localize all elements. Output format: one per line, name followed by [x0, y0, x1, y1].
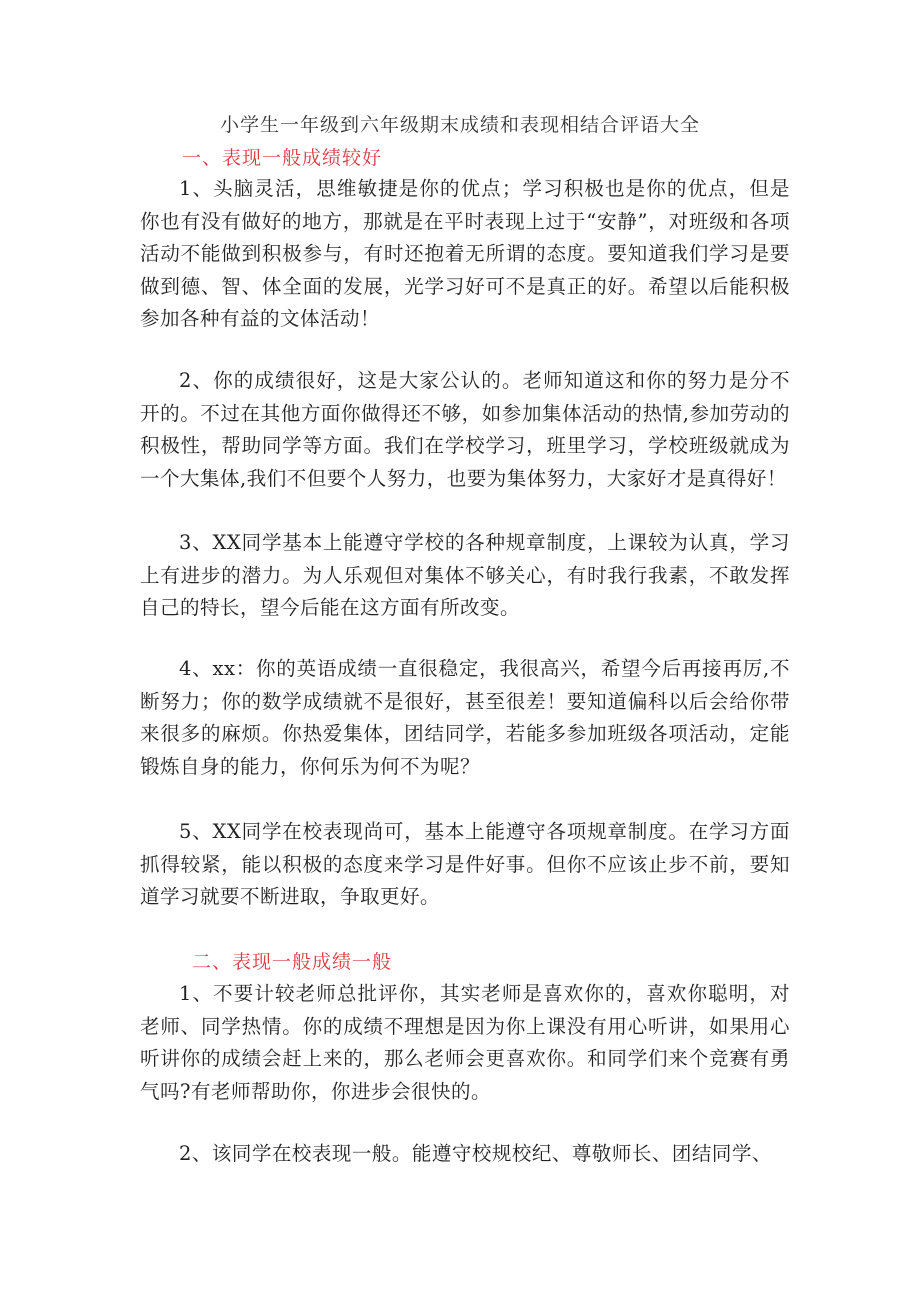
paragraph: 2、你的成绩很好，这是大家公认的。老师知道这和你的努力是分不开的。不过在其他方面你做得还不够，如参加集体活动的热情,参加劳动的积极性，帮助同学等方面。我们在学校学习，班里学习，学校班级就成为一个大集体,我们不但要个人努力，也要为集体努力，大家好才是真得好！ [140, 369, 790, 490]
paragraph: 3、XX同学基本上能遵守学校的各种规章制度，上课较为认真，学习上有进步的潜力。为人乐观但对集体不够关心，有时我行我素，不敢发挥自己的特长，望今后能在这方面有所改变。 [140, 531, 790, 619]
section-heading-2: 二、表现一般成绩一般 [192, 951, 393, 973]
paragraph: 4、xx：你的英语成绩一直很稳定，我很高兴，希望今后再接再厉,不断努力；你的数学成绩就不是很好，甚至很差！要知道偏科以后会给你带来很多的麻烦。你热爱集体，团结同学，若能多参加班级各项活动，定能锻炼自身的能力，你何乐为何不为呢？ [140, 657, 790, 778]
paragraph: 2、该同学在校表现一般。能遵守校规校纪、尊敬师长、团结同学、 [179, 1142, 772, 1165]
paragraph: 5、XX同学在校表现尚可，基本上能遵守各项规章制度。在学习方面抓得较紧，能以积极的态度来学习是件好事。但你不应该止步不前，要知道学习就要不断进取，争取更好。 [140, 820, 790, 908]
document-title: 小学生一年级到六年级期末成绩和表现相结合评语大全 [219, 114, 700, 136]
paragraph: 1、头脑灵活，思维敏捷是你的优点；学习积极也是你的优点，但是你也有没有做好的地方，那就是在平时表现上过于“安静”，对班级和各项活动不能做到积极参与，有时还抱着无所谓的态度。要知道我们学习是要做到德、智、体全面的发展，光学习好可不是真正的好。希望以后能积极参加各种有益的文体活动！ [140, 177, 790, 330]
section-heading-1: 一、表现一般成绩较好 [182, 147, 383, 169]
paragraph: 1、不要计较老师总批评你，其实老师是喜欢你的，喜欢你聪明，对老师、同学热情。你的成绩不理想是因为你上课没有用心听讲，如果用心听讲你的成绩会赶上来的，那么老师会更喜欢你。和同学们来个竞赛有勇气吗?有老师帮助你，你进步会很快的。 [140, 982, 790, 1103]
